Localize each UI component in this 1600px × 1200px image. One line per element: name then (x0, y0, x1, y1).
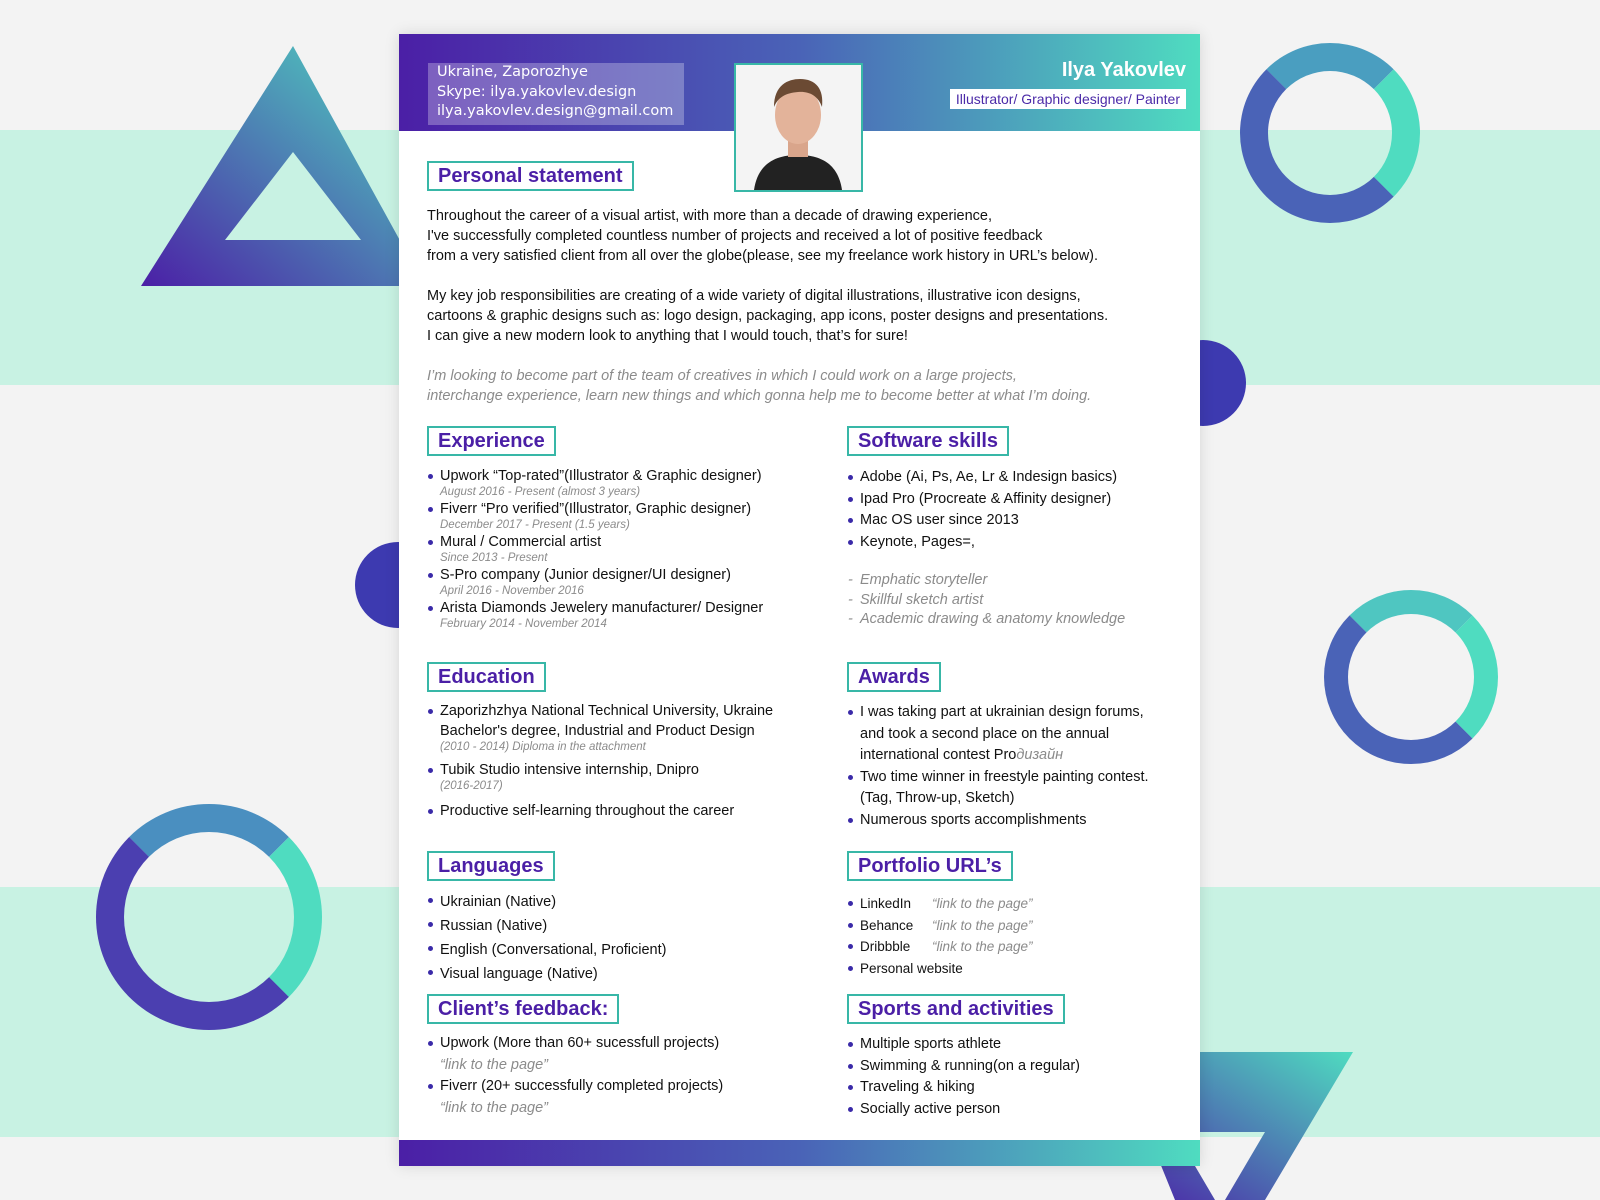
list-item (427, 760, 827, 793)
portfolio-list (847, 893, 1187, 979)
software-list (847, 467, 1187, 553)
section-title-software-skills: Software skills (847, 426, 1009, 456)
education-line: Bachelor's degree, Industrial and Product Design (440, 723, 755, 739)
list-item: Ipad Pro (Procreate & Affinity designer) (847, 489, 1187, 511)
list-item: Multiple sports athlete (847, 1034, 1187, 1056)
list-item: Ukrainian (Native) (427, 890, 827, 914)
feedback-list (427, 1033, 827, 1119)
education-list (427, 701, 827, 821)
ring-bottom-left (96, 804, 322, 1030)
section-title-personal-statement: Personal statement (427, 161, 634, 191)
ring-top-right (1240, 43, 1420, 223)
section-title-experience: Experience (427, 426, 556, 456)
section-title-education: Education (427, 662, 546, 692)
experience-date: August 2016 - Present (almost 3 years) (440, 486, 641, 498)
portfolio-link[interactable]: “link to the page” (932, 896, 1033, 911)
award-line: I was taking part at ukrainian design forums, (860, 704, 1144, 720)
feedback-link[interactable]: “link to the page” (440, 1056, 549, 1073)
statement-paragraph-3 (427, 366, 1187, 406)
list-item (847, 810, 1192, 832)
list-item[interactable] (847, 893, 1187, 915)
award-tail: дизайн (1016, 747, 1064, 763)
portfolio-link[interactable]: “link to the page” (932, 939, 1033, 954)
contact-location: Ukraine, Zaporozhye (437, 64, 588, 80)
list-item: - Skillful sketch artist (847, 591, 1187, 611)
award-line: (Tag, Throw-up, Sketch) (860, 790, 1015, 806)
section-title-languages: Languages (427, 851, 555, 881)
languages-list (427, 890, 827, 986)
experience-role: S-Pro company (Junior designer/UI designer) (440, 567, 731, 583)
list-item (427, 598, 827, 631)
list-item (427, 701, 827, 754)
list-item (427, 565, 827, 598)
profile-photo (734, 63, 863, 192)
award-line: international contest Pro (860, 747, 1017, 763)
portfolio-name: LinkedIn (860, 896, 912, 911)
awards-list (847, 702, 1192, 831)
statement-line: Throughout the career of a visual artist, with more than a decade of drawing experience, (427, 208, 993, 224)
portfolio-name[interactable]: Personal website (860, 960, 963, 976)
list-item: Adobe (Ai, Ps, Ae, Lr & Indesign basics) (847, 467, 1187, 489)
list-item (427, 801, 827, 821)
education-line: Zaporizhzhya National Technical University, Ukraine (440, 703, 774, 719)
list-item: Keynote, Pages=, (847, 532, 1187, 554)
experience-role: Mural / Commercial artist (440, 534, 602, 550)
statement-line: cartoons & graphic designs such as: logo design, packaging, app icons, poster designs and presentations. (427, 308, 1109, 324)
list-item[interactable] (847, 936, 1187, 958)
list-item: - Academic drawing & anatomy knowledge (847, 610, 1187, 630)
experience-date: February 2014 - November 2014 (440, 618, 607, 630)
statement-line: interchange experience, learn new things and which gonna help me to become better at what I’m doing. (427, 388, 1092, 404)
contact-skype[interactable]: Skype: ilya.yakovlev.design (437, 83, 637, 100)
list-item[interactable] (847, 915, 1187, 937)
footer-bar (399, 1140, 1200, 1166)
education-note: (2016-2017) (440, 780, 503, 792)
experience-role: Upwork “Top-rated”(Illustrator & Graphic designer) (440, 468, 762, 484)
person-name: Ilya Yakovlev (1061, 59, 1186, 81)
list-item (847, 767, 1192, 810)
statement-line: I can give a new modern look to anything that I would touch, that’s for sure! (427, 328, 908, 344)
list-item: Russian (Native) (427, 914, 827, 938)
section-title-sports: Sports and activities (847, 994, 1065, 1024)
traits-list (847, 571, 1187, 630)
contact-email[interactable]: ilya.yakovlev.design@gmail.com (437, 103, 674, 119)
statement-paragraph-1 (427, 206, 1187, 266)
person-portrait-icon (736, 65, 861, 190)
portfolio-name: Behance (860, 917, 914, 933)
list-item: Visual language (Native) (427, 962, 827, 986)
contact-box (428, 63, 684, 125)
experience-role: Arista Diamonds Jewelery manufacturer/ Designer (440, 600, 764, 616)
experience-list (427, 466, 827, 631)
award-line: Two time winner in freestyle painting contest. (860, 768, 1149, 785)
triangle-shape (135, 40, 425, 290)
experience-role: Fiverr “Pro verified”(Illustrator, Graphic designer) (440, 501, 752, 517)
feedback-link[interactable]: “link to the page” (440, 1099, 549, 1116)
list-item (427, 1076, 827, 1119)
list-item: Traveling & hiking (847, 1077, 1187, 1099)
ring-mid-right (1324, 590, 1498, 764)
experience-date: December 2017 - Present (1.5 years) (440, 519, 630, 531)
portfolio-name: Dribbble (860, 939, 911, 954)
statement-line: My key job responsibilities are creating of a wide variety of digital illustrations, illustrative icon designs, (427, 288, 1081, 304)
list-item (427, 1033, 827, 1076)
resume-page (399, 34, 1200, 1166)
statement-line: from a very satisfied client from all over the globe(please, see my freelance work history in URL’s below). (427, 248, 1099, 264)
list-item[interactable] (847, 958, 1187, 980)
statement-line: I've successfully completed countless number of projects and received a lot of positive feedback (427, 228, 1043, 244)
list-item: English (Conversational, Proficient) (427, 938, 827, 962)
sports-list (847, 1034, 1187, 1120)
list-item: Socially active person (847, 1099, 1187, 1121)
feedback-text: Fiverr (20+ successfully completed projects) (440, 1078, 724, 1094)
award-line: and took a second place on the annual (860, 725, 1110, 742)
education-line: Productive self-learning throughout the career (440, 803, 735, 819)
experience-date: April 2016 - November 2016 (440, 585, 584, 597)
person-role: Illustrator/ Graphic designer/ Painter (950, 89, 1186, 109)
section-title-feedback: Client’s feedback: (427, 994, 619, 1024)
education-note: (2010 - 2014) Diploma in the attachment (440, 741, 646, 753)
section-title-portfolio: Portfolio URL’s (847, 851, 1013, 881)
list-item: - Emphatic storyteller (847, 571, 1187, 591)
list-item (427, 499, 827, 532)
statement-paragraph-2 (427, 286, 1187, 346)
list-item: Swimming & running(on a regular) (847, 1056, 1187, 1078)
list-item (427, 466, 827, 499)
award-line: Numerous sports accomplishments (860, 811, 1087, 828)
feedback-text: Upwork (More than 60+ sucessfull projects) (440, 1035, 720, 1051)
section-title-awards: Awards (847, 662, 941, 692)
list-item (427, 532, 827, 565)
list-item: Mac OS user since 2013 (847, 510, 1187, 532)
list-item (847, 702, 1192, 767)
education-line: Tubik Studio intensive internship, Dnipro (440, 762, 699, 778)
statement-line: I’m looking to become part of the team of creatives in which I could work on a large projects, (427, 368, 1017, 384)
experience-date: Since 2013 - Present (440, 552, 548, 564)
portfolio-link[interactable]: “link to the page” (932, 917, 1033, 933)
